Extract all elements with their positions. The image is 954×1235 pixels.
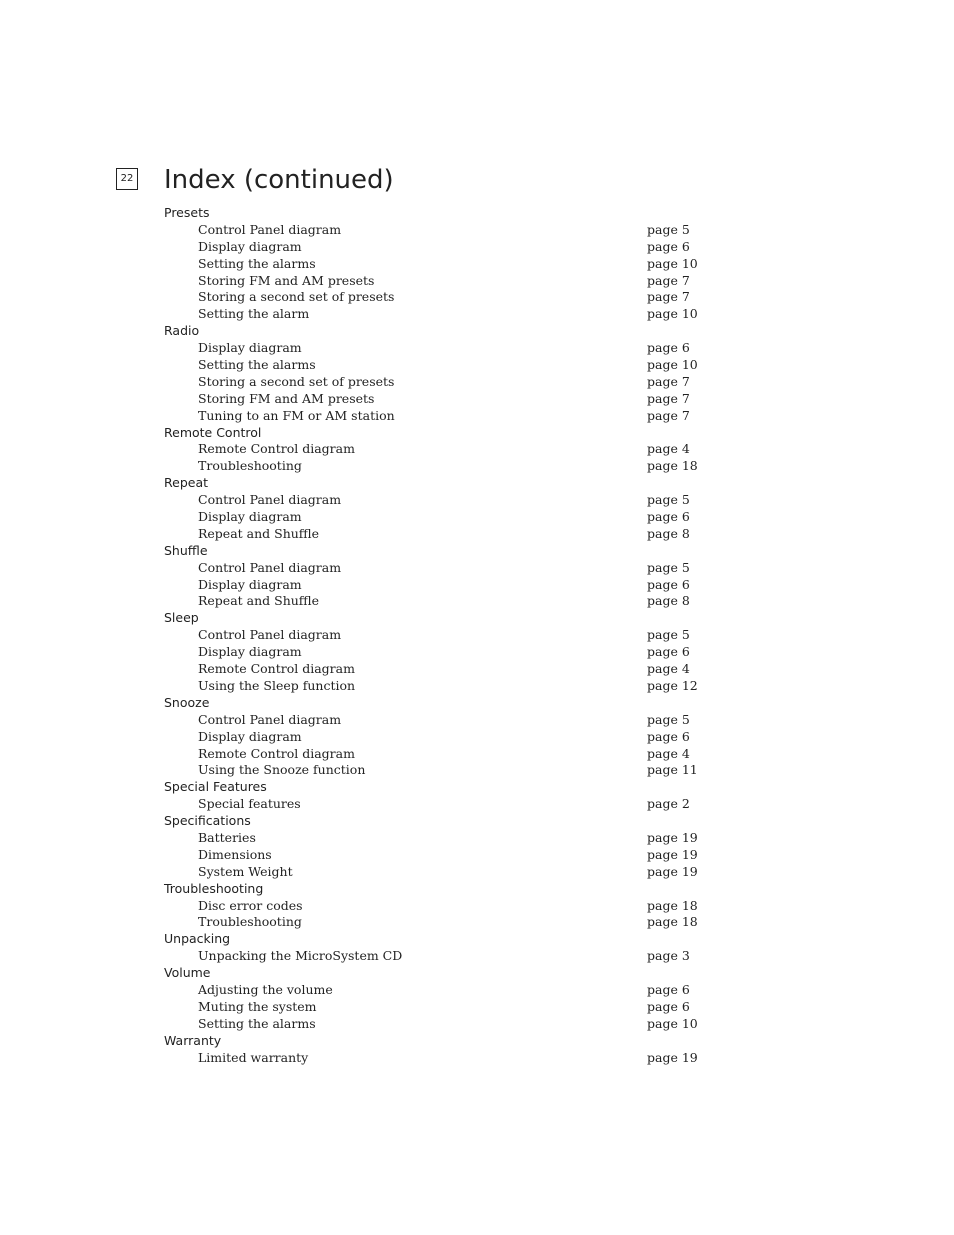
index-entry bbox=[164, 746, 724, 763]
index-entry-page: page 10 bbox=[647, 357, 698, 373]
index-entry-label: Storing FM and AM presets bbox=[198, 390, 375, 406]
index-entry-label: System Weight bbox=[198, 863, 293, 879]
index-entry bbox=[164, 289, 724, 306]
index-entry-label: Tuning to an FM or AM station bbox=[198, 407, 395, 423]
index-entry-label: Storing a second set of presets bbox=[198, 289, 395, 305]
page-number: 22 bbox=[116, 168, 138, 190]
index-entry bbox=[164, 441, 724, 458]
index-entry-page: page 5 bbox=[647, 627, 690, 643]
index-section-heading: Snooze bbox=[164, 694, 210, 710]
index-entry-page: page 6 bbox=[647, 728, 690, 744]
index-section-heading: Volume bbox=[164, 965, 211, 981]
index-entry-page: page 6 bbox=[647, 644, 690, 660]
index-entry bbox=[164, 864, 724, 881]
index-entry bbox=[164, 593, 724, 610]
index-entry bbox=[164, 948, 724, 965]
index-entry bbox=[164, 830, 724, 847]
index-section-heading: Special Features bbox=[164, 779, 267, 795]
index-entry-page: page 7 bbox=[647, 272, 690, 288]
index-entry-label: Setting the alarm bbox=[198, 306, 310, 322]
index-entry bbox=[164, 526, 724, 543]
index-entry-label: Batteries bbox=[198, 829, 256, 845]
index-entry-page: page 6 bbox=[647, 981, 690, 997]
index-entry-label: Display diagram bbox=[198, 576, 302, 592]
index-entry bbox=[164, 729, 724, 746]
index-entry-label: Setting the alarms bbox=[198, 357, 316, 373]
index-entry-label: Display diagram bbox=[198, 340, 302, 356]
index-entry-page: page 7 bbox=[647, 390, 690, 406]
index-entry-label: Remote Control diagram bbox=[198, 745, 355, 761]
index-entry bbox=[164, 627, 724, 644]
index-entry bbox=[164, 847, 724, 864]
index-entry-label: Muting the system bbox=[198, 998, 317, 1014]
index-entry-label: Control Panel diagram bbox=[198, 559, 342, 575]
index-entry bbox=[164, 458, 724, 475]
index-entry bbox=[164, 999, 724, 1016]
index-entry-page: page 18 bbox=[647, 914, 698, 930]
index-entry-page: page 19 bbox=[647, 1049, 698, 1065]
index-entry-page: page 19 bbox=[647, 829, 698, 845]
index-entry-page: page 10 bbox=[647, 255, 698, 271]
index-entry-page: page 6 bbox=[647, 238, 690, 254]
index-entry-label: Control Panel diagram bbox=[198, 711, 342, 727]
index-section-heading: Troubleshooting bbox=[164, 880, 264, 896]
index-section-heading: Warranty bbox=[164, 1032, 222, 1048]
index-entry bbox=[164, 1016, 724, 1033]
index-entry-label: Remote Control diagram bbox=[198, 661, 355, 677]
index-entry bbox=[164, 374, 724, 391]
index-entry-page: page 5 bbox=[647, 711, 690, 727]
index-section-heading: Presets bbox=[164, 205, 210, 220]
index-entry-label: Control Panel diagram bbox=[198, 627, 342, 643]
index-entry bbox=[164, 1050, 724, 1067]
index-entry-page: page 8 bbox=[647, 593, 690, 609]
index-section-heading: Shuffle bbox=[164, 542, 208, 558]
index-entry bbox=[164, 492, 724, 509]
index-entry-label: Setting the alarms bbox=[198, 1015, 316, 1031]
index-section-heading: Unpacking bbox=[164, 931, 231, 947]
index-entry bbox=[164, 898, 724, 915]
index-entry-page: page 3 bbox=[647, 948, 690, 964]
index-entry-label: Repeat and Shuffle bbox=[198, 593, 320, 609]
index-section-heading: Radio bbox=[164, 323, 200, 339]
index-entry-label: Limited warranty bbox=[198, 1049, 309, 1065]
index-entry bbox=[164, 273, 724, 290]
index-entry-page: page 4 bbox=[647, 661, 690, 677]
index-entry-page: page 7 bbox=[647, 373, 690, 389]
index-entry-label: Adjusting the volume bbox=[198, 981, 333, 997]
index-entry-label: Special features bbox=[198, 796, 301, 812]
index-entry bbox=[164, 982, 724, 999]
index-entry bbox=[164, 391, 724, 408]
index-entry bbox=[164, 661, 724, 678]
index-entry-label: Troubleshooting bbox=[198, 914, 302, 930]
index-entry-label: Unpacking the MicroSystem CD bbox=[198, 948, 403, 964]
index-entry-label: Display diagram bbox=[198, 644, 302, 660]
index-entry-page: page 5 bbox=[647, 492, 690, 508]
index-entry-page: page 6 bbox=[647, 340, 690, 356]
index-entry-page: page 5 bbox=[647, 559, 690, 575]
index-entry-label: Using the Sleep function bbox=[198, 677, 356, 693]
index-entry bbox=[164, 644, 724, 661]
index-entry-page: page 10 bbox=[647, 306, 698, 322]
index-entry bbox=[164, 357, 724, 374]
index-entry-page: page 7 bbox=[647, 289, 690, 305]
index-entry-page: page 6 bbox=[647, 509, 690, 525]
index-section-heading: Remote Control bbox=[164, 424, 262, 440]
index-entry-page: page 18 bbox=[647, 897, 698, 913]
index-entry-page: page 11 bbox=[647, 762, 698, 778]
index-entry-page: page 6 bbox=[647, 576, 690, 592]
index-entry-label: Storing a second set of presets bbox=[198, 373, 395, 389]
index-entry-label: Display diagram bbox=[198, 728, 302, 744]
index-entry-page: page 8 bbox=[647, 525, 690, 541]
index-entry-page: page 19 bbox=[647, 846, 698, 862]
index-entry bbox=[164, 914, 724, 931]
index-entry-page: page 19 bbox=[647, 863, 698, 879]
index-entry-page: page 18 bbox=[647, 458, 698, 474]
index-entry-label: Control Panel diagram bbox=[198, 492, 342, 508]
index-entry bbox=[164, 222, 724, 239]
index-entry bbox=[164, 762, 724, 779]
index-entry-label: Disc error codes bbox=[198, 897, 303, 913]
index-entry-page: page 12 bbox=[647, 677, 698, 693]
index-entry-label: Setting the alarms bbox=[198, 255, 316, 271]
index-entry-label: Display diagram bbox=[198, 238, 302, 254]
index-entry bbox=[164, 796, 724, 813]
index-entry-page: page 2 bbox=[647, 796, 690, 812]
index-entry bbox=[164, 712, 724, 729]
index-section-heading: Sleep bbox=[164, 610, 199, 626]
index-entry-label: Dimensions bbox=[198, 846, 272, 862]
index-entry-label: Troubleshooting bbox=[198, 458, 302, 474]
index-entry bbox=[164, 239, 724, 256]
index-entry-page: page 5 bbox=[647, 221, 690, 237]
index-entry bbox=[164, 340, 724, 357]
index-entry-label: Repeat and Shuffle bbox=[198, 525, 320, 541]
index-entry-page: page 6 bbox=[647, 998, 690, 1014]
index-entry-label: Using the Snooze function bbox=[198, 762, 366, 778]
index-entry-page: page 4 bbox=[647, 441, 690, 457]
index-entry bbox=[164, 577, 724, 594]
page-title: Index (continued) bbox=[164, 165, 394, 195]
index-entry bbox=[164, 678, 724, 695]
index-entry-page: page 4 bbox=[647, 745, 690, 761]
index-entry-label: Control Panel diagram bbox=[198, 221, 342, 237]
index-entry bbox=[164, 306, 724, 323]
index-entry-page: page 7 bbox=[647, 407, 690, 423]
index-entry bbox=[164, 509, 724, 526]
index-list bbox=[164, 205, 724, 1066]
index-entry bbox=[164, 408, 724, 425]
index-entry-label: Storing FM and AM presets bbox=[198, 272, 375, 288]
index-entry-label: Display diagram bbox=[198, 509, 302, 525]
index-entry-page: page 10 bbox=[647, 1015, 698, 1031]
index-entry bbox=[164, 560, 724, 577]
index-entry bbox=[164, 256, 724, 273]
index-entry-label: Remote Control diagram bbox=[198, 441, 355, 457]
index-section-heading: Specifications bbox=[164, 813, 251, 829]
index-section-heading: Repeat bbox=[164, 475, 209, 491]
